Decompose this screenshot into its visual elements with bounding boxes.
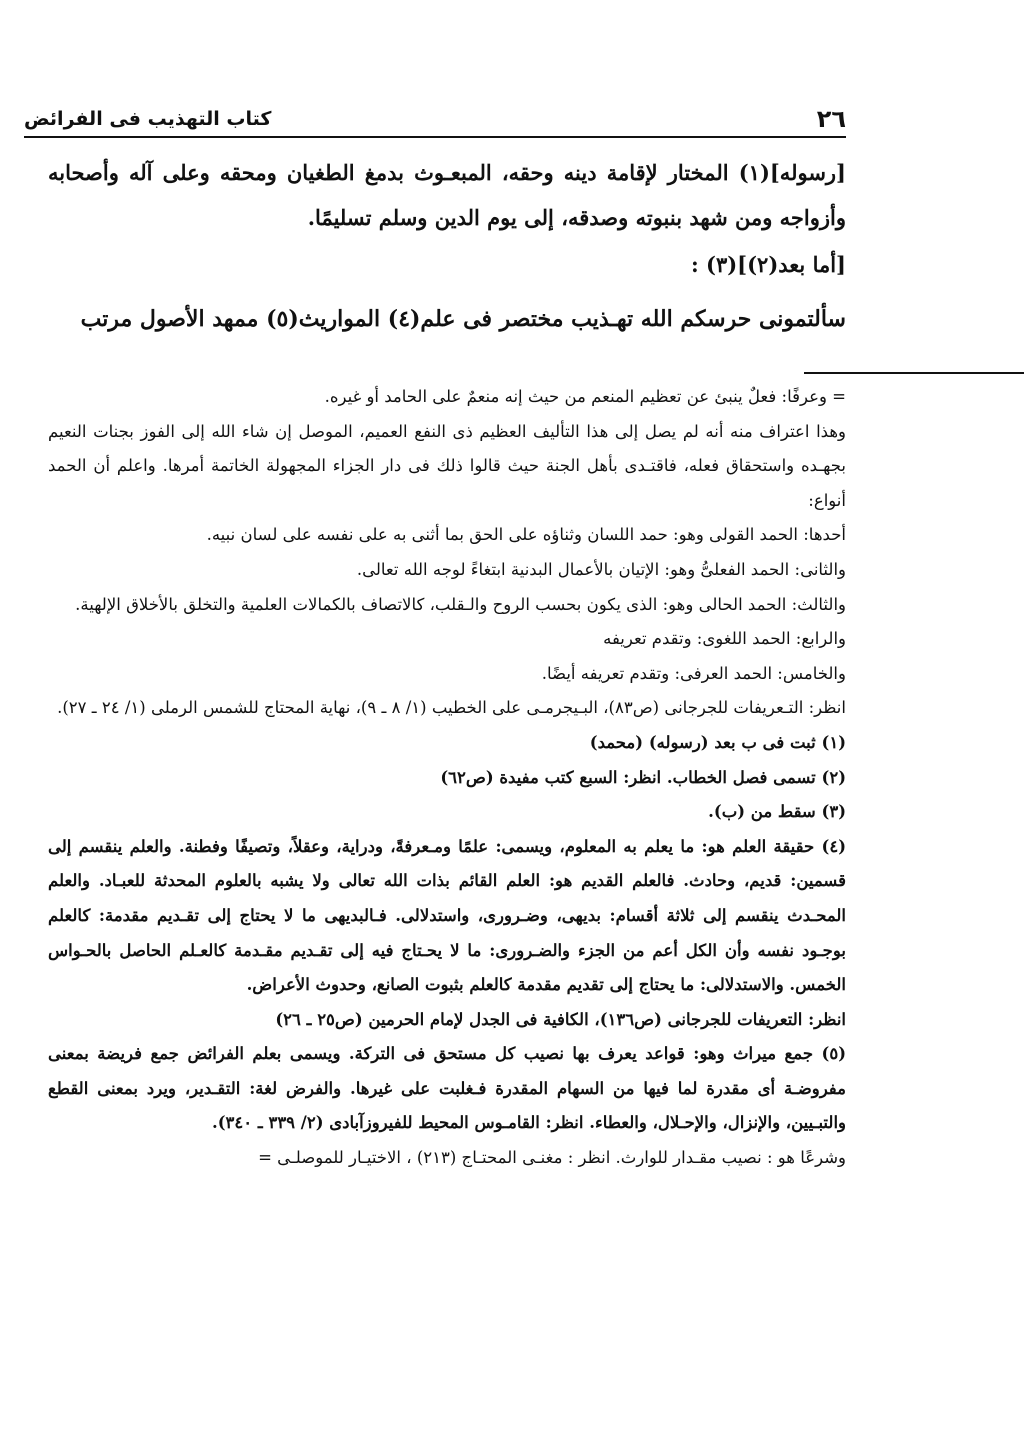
book-title: كتاب التهذيب فى الفرائض bbox=[24, 108, 272, 130]
footnote-5: (٥) جمع ميراث وهو: قواعد يعرف بها نصيب كل مستحق فى التركة. ويسمى بعلم الفرائض جمع فريضة بمعنى مفروضـة أى مقدرة لما فيها من السهام المقدرة فـغلبت على غيرها. والفرض لغة: التقـدير، ويرد بمعنى القطع والتبـيين، والإنزال، والإحـلال، والعطاء. انظر: القامـوس المحيط للفيروزآبادى (٢/ ٣٣٩ ـ ٣٤٠). bbox=[48, 1044, 846, 1133]
footnote-paragraph: والرابع: الحمد اللغوى: وتقدم تعريفه bbox=[603, 629, 846, 649]
footnote-references: انظر: التـعريفات للجرجانى (ص٨٣)، البـيجرمـى على الخطيب (١/ ٨ ـ ٩)، نهاية المحتاج للشمس الرملى (١/ ٢٤ ـ ٢٧). bbox=[57, 698, 846, 718]
footnote-1: (١) ثبت فى ب بعد (رسوله) (محمد) bbox=[589, 732, 846, 752]
main-text bbox=[48, 150, 846, 336]
footnote-paragraph: والثانى: الحمد الفعلىُّ وهو: الإتيان بالأعمال البدنية ابتغاءً لوجه الله تعالى. bbox=[356, 559, 846, 579]
main-paragraph-2: [أما بعد(٢)](٣) : bbox=[690, 252, 846, 277]
footnote-paragraph: والخامس: الحمد العرفى: وتقدم تعريفه أيضًا. bbox=[541, 663, 846, 683]
page-header bbox=[24, 98, 846, 138]
footnote-paragraph: والثالث: الحمد الحالى وهو: الذى يكون بحسب الروح والـقلب، كالاتصاف بالكمالات العلمية والتخلق بالأخلاق الإلهية. bbox=[75, 594, 846, 614]
footnote-4-references: انظر: التعريفات للجرجانى (ص١٣٦)، الكافية فى الجدل لإمام الحرمين (ص٢٥ ـ ٢٦) bbox=[275, 1009, 846, 1029]
footnote-4: (٤) حقيقة العلم هو: ما يعلم به المعلوم، ويسمى: علمًا ومـعرفةً، ودراية، وعقلاً، وتصيفًا وفطنة. والعلم ينقسم إلى قسمين: قديم، وحادث. فالعلم القديم هو: العلم القائم بذات الله تعالى ولا يشبه بالعلوم المحدثة للعبـاد. والعلم المحـدث ينقسم إلى ثلاثة أقسام: بديهى، وضـرورى، واستدلالى. فـالبديهى ما لا يحتاج إلى تقـديم مقدمة: كالعلم بوجـود نفسه وأن الكل أعم من الجزء والضـرورى: ما لا يحـتاج فيه إلى تقـديم مقـدمة كالعـلم الحاصل بالحـواس الخمس. والاستدلالى: ما يحتاج إلى تقديم مقدمة كالعلم بثبوت الصانع، وحدوث الأعراض. bbox=[48, 836, 846, 995]
main-paragraph-3: سألتمونى حرسكم الله تهـذيب مختصر فى علم(٤) المواريث(٥) ممهد الأصول مرتب bbox=[80, 306, 846, 332]
footnote-separator bbox=[804, 372, 1024, 374]
footnote-2: (٢) تسمى فصل الخطاب. انظر: السبع كتب مفيدة (ص٦٢) bbox=[440, 767, 846, 787]
main-paragraph-1: [رسوله](١) المختار لإقامة دينه وحقه، المبعـوث بدمغ الطغيان ومحقه وعلى آله وأصحابه وأزواجه ومن شهد بنبوته وصدقه، إلى يوم الدين وسلم تسليمًا. bbox=[48, 160, 846, 230]
footnote-paragraph: أحدها: الحمد القولى وهو: حمد اللسان وثناؤه على الحق بما أثنى به على نفسه على لسان نبيه. bbox=[206, 525, 846, 545]
footnote-paragraph: وهذا اعتراف منه أنه لم يصل إلى هذا التأليف العظيم ذى النفع العميم، الموصل إن شاء الله إلى الفوز بجنات النعيم بجهـده واستحقاق فعله، فاقتـدى بأهل الجنة حيث قالوا ذلك فى دار الجزاء المجهولة الخاتمة أمرها. واعلم أن الحمد أنواع: bbox=[48, 421, 846, 510]
footnotes bbox=[48, 380, 846, 1176]
footnote-continuation: = وعرفًا: فعلٌ ينبئ عن تعظيم المنعم من حيث إنه منعمٌ على الحامد أو غيره. bbox=[324, 387, 846, 406]
footnote-5-continuation: وشرعًا هو : نصيب مقـدار للوارث. انظر : مغنـى المحتـاج (٢١٣) ، الاختيـار للموصلـى = bbox=[258, 1148, 846, 1168]
page-number: ٢٦ bbox=[816, 105, 846, 133]
footnote-3: (٣) سقط من (ب). bbox=[708, 802, 846, 822]
